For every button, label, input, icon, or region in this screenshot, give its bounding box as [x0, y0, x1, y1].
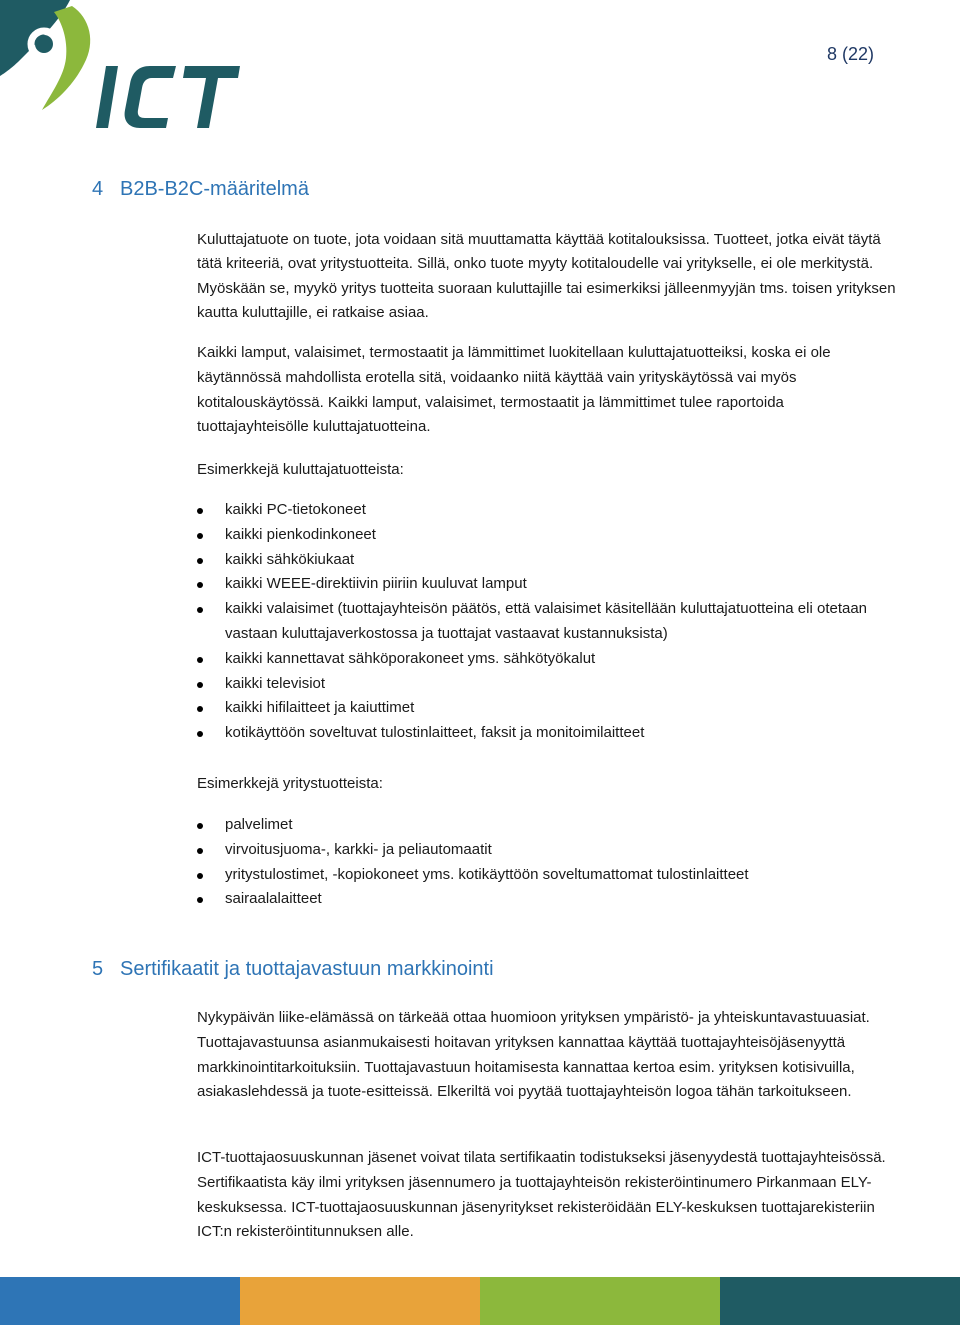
- bullet-icon: [197, 823, 203, 829]
- page-number: 8 (22): [826, 44, 874, 64]
- list-item-text: palvelimet: [225, 816, 293, 833]
- section-4-heading: [92, 178, 309, 201]
- list-item: [197, 721, 887, 746]
- list-item: [197, 696, 887, 721]
- list-item-text: kaikki valaisimet (tuottajayhteisön päätös, että valaisimet käsitellään kuluttajatuotteina eli otetaan vastaan kuluttajaverkostossa ja tuottajat vastaavat kustannuksista): [225, 600, 868, 642]
- list-item-text: kaikki WEEE-direktiivin piiriin kuuluvat lamput: [225, 575, 527, 593]
- bullet-icon: [197, 558, 203, 564]
- list-item: [197, 548, 887, 573]
- bullet-icon: [197, 706, 203, 712]
- bullet-icon: [197, 533, 203, 539]
- bullet-icon: [197, 873, 203, 879]
- bullet-icon: [197, 731, 203, 737]
- bullet-icon: [197, 607, 203, 613]
- list-item-text: kaikki hifilaitteet ja kaiuttimet: [225, 699, 415, 717]
- list-item-text: sairaalalaitteet: [225, 890, 322, 908]
- business-examples-intro: Esimerkkejä yritystuotteista:: [197, 775, 383, 792]
- list-item-text: kaikki sähkökiukaat: [225, 550, 355, 568]
- list-item: [197, 523, 887, 548]
- section-5-paragraph-1: Nykypäivän liike-elämässä on tärkeää ottaa huomioon yrityksen ympäristö- ja yhteiskuntavastuuasiat. Tuottajavastuunsa asianmukaisesti hoitavan yrityksen kannattaa käyttää tuottajayhteisöjäsenyyttä markkinointitarkoituksiin. Tuottajavastuun hoitamisesta kannattaa kertoa esim. yrityksen kotisivuilla, asiakaslehdessä ja tuote-esitteissä. Elkeriltä voi pyytää tuottajayhteisön logoa tähän tarkoitukseen.: [197, 1009, 870, 1101]
- bullet-icon: [197, 582, 203, 588]
- section-5-heading: [92, 958, 494, 981]
- business-examples-list: [197, 813, 887, 912]
- section-number: 4: [92, 178, 104, 200]
- consumer-examples-list: [197, 498, 887, 746]
- footer-color-bar: [0, 1277, 960, 1325]
- section-title: B2B-B2C-määritelmä: [120, 178, 309, 200]
- list-item: [197, 597, 887, 647]
- footer-segment: [720, 1277, 960, 1325]
- ict-logo: [0, 0, 250, 135]
- section-5-paragraph-2: ICT-tuottajaosuuskunnan jäsenet voivat tilata sertifikaatin todistukseksi jäsenyydestä tuottajayhteisössä. Sertifikaatista käy ilmi yrityksen jäsennumero ja tuottajayhteisön rekisteröintinumero Pirkanmaan ELY-keskuksessa. ICT-tuottajaosuuskunnan jäsenyritykset rekisteröidään ELY-keskuksen tuottajarekisteriin ICT:n rekisteröintitunnuksen alle.: [197, 1149, 886, 1241]
- list-item: [197, 887, 887, 912]
- list-item-text: yritystulostimet, -kopiokoneet yms. kotikäyttöön soveltumattomat tulostinlaitteet: [225, 865, 749, 883]
- list-item: [197, 647, 887, 672]
- list-item: [197, 813, 887, 838]
- list-item: [197, 863, 887, 888]
- bullet-icon: [197, 682, 203, 688]
- section-4-paragraph-1: Kuluttajatuote on tuote, jota voidaan sitä muuttamatta käyttää kotitalouksissa. Tuotteet, jotka eivät täytä tätä kriteeriä, ovat yritystuotteita. Sillä, onko tuote myyty kotitaloudelle vai yritykselle, ei ole merkitystä. Myöskään se, myykö yritys tuotteita suoraan kuluttajille tai esimerkiksi jälleenmyyjän tms. toisen yrityksen kautta kuluttajille, ei ratkaise asiaa.: [197, 231, 896, 322]
- bullet-icon: [197, 508, 203, 514]
- bullet-icon: [197, 657, 203, 663]
- bullet-icon: [197, 848, 203, 854]
- list-item-text: kaikki kannettavat sähköporakoneet yms. sähkötyökalut: [225, 649, 596, 667]
- list-item-text: kaikki PC-tietokoneet: [225, 501, 366, 518]
- footer-segment: [0, 1277, 240, 1325]
- list-item-text: kaikki televisiot: [225, 674, 326, 692]
- list-item: [197, 498, 887, 523]
- bullet-icon: [197, 897, 203, 903]
- footer-segment: [480, 1277, 720, 1325]
- section-title: Sertifikaatit ja tuottajavastuun markkinointi: [120, 958, 494, 980]
- section-number: 5: [92, 958, 104, 980]
- list-item: [197, 838, 887, 863]
- list-item: [197, 672, 887, 697]
- footer-segment: [240, 1277, 480, 1325]
- consumer-examples-intro: Esimerkkejä kuluttajatuotteista:: [197, 461, 404, 478]
- ict-logo-graphic: [0, 0, 250, 135]
- section-4-paragraph-2: Kaikki lamput, valaisimet, termostaatit ja lämmittimet luokitellaan kuluttajatuotteiksi, koska ei ole käytännössä mahdollista erotella sitä, voidaanko niitä käyttää vain yrityskäytössä vai myös kotitalouskäytössä. Kaikki lamput, valaisimet, termostaatit ja lämmittimet tulee raportoida tuottajayhteisölle kuluttajatuotteina.: [197, 344, 831, 436]
- list-item-text: kotikäyttöön soveltuvat tulostinlaitteet, faksit ja monitoimilaitteet: [225, 724, 645, 742]
- list-item: [197, 572, 887, 597]
- list-item-text: virvoitusjuoma-, karkki- ja peliautomaatit: [225, 840, 492, 858]
- list-item-text: kaikki pienkodinkoneet: [225, 525, 376, 543]
